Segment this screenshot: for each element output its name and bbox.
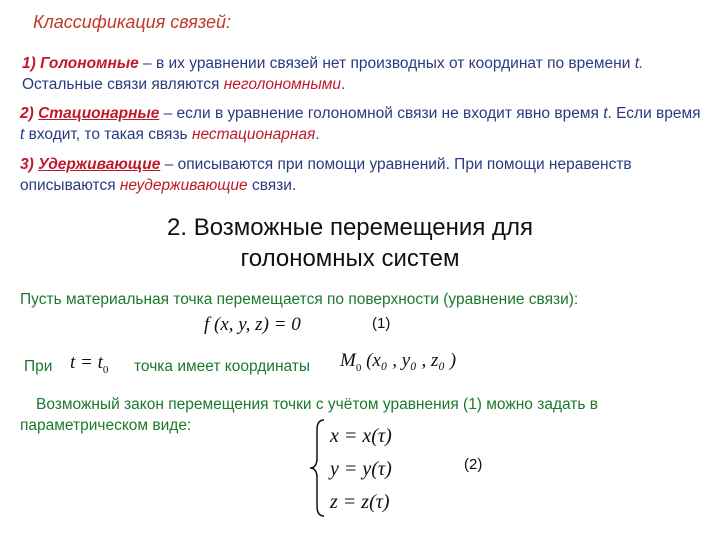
item-number: 2) [20, 105, 34, 122]
item-retaining [20, 154, 690, 196]
time-symbol: t. [634, 55, 644, 72]
parametric-system [330, 420, 392, 519]
item-text: – если в уравнение голономной связи не входит явно время [159, 105, 604, 122]
item-number: 3) [20, 156, 34, 173]
item-holonomic [22, 53, 692, 95]
term-stationary: Стационарные [38, 105, 160, 122]
item-text: Остальные связи являются [22, 76, 224, 93]
classification-title: Классификация связей: [33, 12, 232, 32]
item-text: . Если время [607, 105, 701, 122]
heading-line: 2. Возможные перемещения для [167, 214, 533, 241]
section-heading [0, 212, 700, 274]
subscript: 0 [355, 361, 362, 374]
term-nonstationary: нестационарная [191, 126, 316, 143]
item-text: . [340, 76, 346, 93]
term-holonomic: Голономные [40, 55, 139, 72]
curly-brace-icon [308, 418, 328, 518]
system-equation-y: y = y(τ) [330, 458, 392, 480]
heading-line: голономных систем [240, 245, 460, 272]
point-coordinates: (x₀ , y₀ , z₀ ) [366, 350, 457, 371]
paragraph-initial-prefix: При [24, 358, 53, 375]
item-text: . [315, 126, 320, 143]
item-text: связи. [247, 177, 297, 194]
system-equation-z: z = z(τ) [330, 491, 390, 513]
term-nonholonomic: неголономными [223, 76, 341, 93]
initial-point [340, 350, 456, 374]
time-expression: t = t [70, 352, 103, 373]
item-stationary [20, 103, 705, 145]
subscript: 0 [102, 363, 109, 376]
system-label: (2) [464, 456, 483, 473]
item-text: входит, то такая связь [24, 126, 192, 143]
time-symbol: t [603, 105, 608, 122]
item-text: – описываются при помощи уравнений. При помощи неравенств описываются [20, 156, 632, 194]
term-retaining: Удерживающие [38, 156, 161, 173]
initial-time [70, 352, 108, 376]
constraint-equation: f (x, y, z) = 0 [204, 314, 301, 335]
system-equation-x: x = x(τ) [330, 425, 392, 447]
item-number: 1) [22, 55, 36, 72]
term-nonretaining: неудерживающие [119, 177, 248, 194]
item-text: – в их уравнении связей нет производных от координат по времени [138, 55, 635, 72]
paragraph-parametric: Возможный закон перемещения точки с учётом уравнения (1) можно задать в параметрическом виде: [20, 396, 599, 434]
paragraph-initial-middle: точка имеет координаты [134, 358, 311, 375]
time-symbol: t [20, 126, 25, 143]
paragraph-surface: Пусть материальная точка перемещается по поверхности (уравнение связи): [20, 291, 579, 308]
equation-label: (1) [372, 315, 391, 332]
point-symbol: M [340, 350, 356, 371]
